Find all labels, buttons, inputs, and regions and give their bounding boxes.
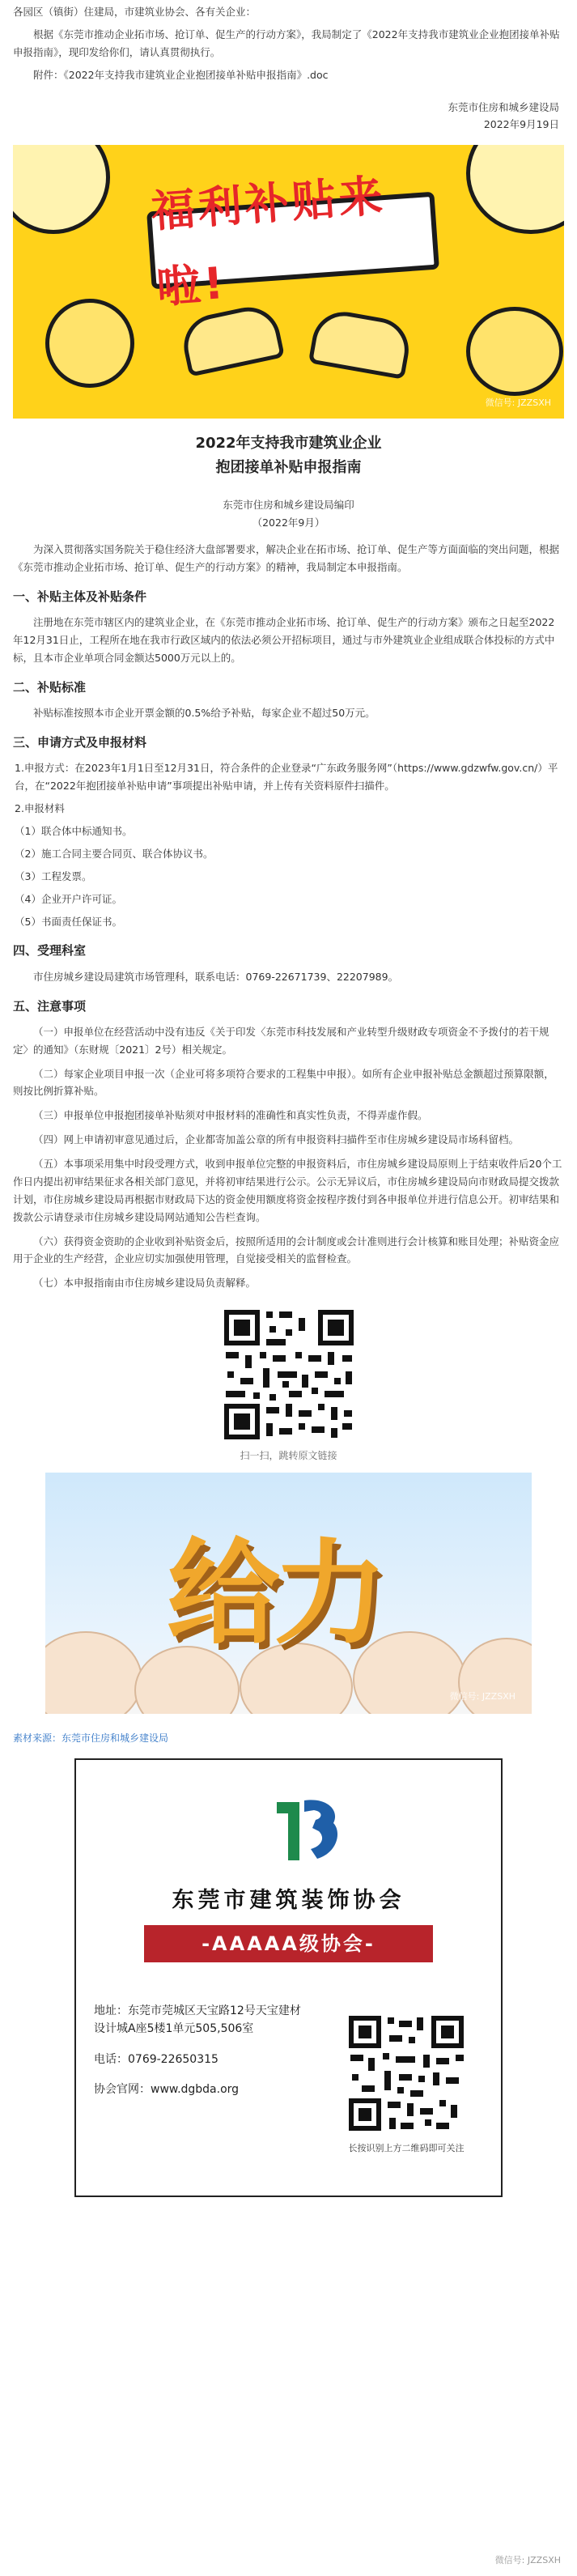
doodle-circle	[13, 145, 110, 234]
qr-code-graphic	[221, 1307, 357, 1443]
doc-compiler: 东莞市住房和城乡建设局编印	[223, 498, 354, 511]
association-level-badge: -AAAAA级协会-	[144, 1925, 433, 1962]
notice-issuer: 东莞市住房和城乡建设局	[448, 100, 559, 113]
notice-item: （六）获得资金资助的企业收到补贴资金后，按照所适用的会计制度或会计准则进行会计核算和账目处理；补贴资金应用于企业的生产经营，企业应切实加强使用管理，自觉接受相关的监督检查。	[13, 1235, 560, 1265]
notice	[13, 0, 564, 134]
section-3-item1: 1.申报方式：在2023年1月1日至12月31日，符合条件的企业登录“广东政务服务网”（https://www.gdzwfw.gov.cn/）平台，在“2022年抱团接单补贴申请”事项提出补贴申请，并上传有关资料原件扫描件。	[15, 762, 558, 793]
notice-body: 根据《东莞市推动企业拓市场、抢订单、促生产的行动方案》，我局制定了《2022年支持我市建筑业企业抱团接单补贴申报指南》，现印发给你们，请认真贯彻执行。	[13, 28, 560, 58]
material-item: （5）书面责任保证书。	[15, 915, 122, 928]
association-name: 东莞市建筑装饰协会	[172, 1888, 405, 1914]
geili-banner-image	[45, 1473, 532, 1714]
original-link-qr-code[interactable]	[221, 1307, 357, 1443]
section-1-title: 一、补贴主体及补贴条件	[13, 589, 147, 605]
hand-illustration	[45, 1631, 142, 1714]
hand-illustration	[308, 307, 414, 380]
association-phone: 电话：0769-22650315	[94, 2052, 218, 2066]
qr-caption: 扫一扫，跳转原文链接	[240, 1450, 337, 1462]
section-3-title: 三、申请方式及申报材料	[13, 735, 147, 750]
doodle-circle	[466, 145, 564, 234]
association-website[interactable]: 协会官网：www.dgbda.org	[94, 2083, 240, 2097]
banner-title: 福利补贴来啦!	[149, 169, 388, 314]
banner-watermark: 微信号: JZZSXH	[485, 397, 551, 408]
material-item: （1）联合体中标通知书。	[15, 825, 133, 837]
welfare-banner-image	[13, 145, 564, 419]
section-5-title: 五、注意事项	[13, 998, 87, 1014]
doc-compile-date: （2022年9月）	[252, 516, 325, 529]
section-2-text: 补贴标准按照本市企业开票金额的0.5%给予补贴，每家企业不超过50万元。	[33, 707, 375, 720]
doc-title-line1: 2022年支持我市建筑业企业	[195, 435, 382, 453]
material-item: （4）企业开户许可证。	[15, 892, 122, 905]
notice-salutation: 各园区（镇街）住建局，市建筑业协会、各有关企业：	[13, 6, 257, 18]
doodle-circle	[466, 307, 563, 396]
section-2-title: 二、补贴标准	[13, 680, 87, 695]
banner-watermark: 微信号: JZZSXH	[449, 1690, 515, 1702]
notice-item: （四）网上申请初审意见通过后，企业都寄加盖公章的所有申报资料扫描件至市住房城乡建设局市场科留档。	[33, 1133, 520, 1146]
notice-item: （一）申报单位在经营活动中没有违反《关于印发〈东莞市科技发展和产业转型升级财政专项资金不予拨付的若干规定〉的通知》（东财规〔2021〕2号）相关规定。	[13, 1025, 549, 1056]
banner-title-box	[146, 169, 439, 314]
doc-title-line2: 抱团接单补贴申报指南	[215, 458, 362, 476]
notice-item: （二）每家企业项目申报一次（企业可将多项符合要求的工程集中申报）。如所有企业申报补贴总金额超过预算限额，则按比例折算补贴。	[13, 1067, 554, 1098]
association-info	[94, 2003, 304, 2112]
section-3-item2: 2.申报材料	[15, 802, 65, 815]
qr-tip: 长按识别上方二维码即可关注	[348, 2143, 465, 2154]
association-address: 地址：东莞市莞城区天宝路12号天宝建材设计城A座5楼1单元505,506室	[94, 2004, 301, 2035]
notice-item: （三）申报单位申报抱团接单补贴须对申报材料的准确性和真实性负责，不得弄虚作假。	[33, 1109, 428, 1122]
notice-attachment[interactable]: 附件：《2022年支持我市建筑业企业抱团接单补贴申报指南》.doc	[33, 68, 329, 81]
notice-item: （五）本事项采用集中时段受理方式，收到申报单位完整的申报资料后，市住房城乡建设局原则上于结束收件后20个工作日内提出初审结果征求各相关部门意见，并将初审结果进行公示。公示无异议后，市住房城乡建设局向市财政局提交拨款计划，市住房城乡建设局再根据市财政局下达的资金使用额度将资金按程序拨付到各申报单位并进行信息公开。初审结果和拨款公示请登录市住房城乡建设局网站通知公告栏查询。	[13, 1158, 562, 1223]
doc-intro: 为深入贯彻落实国务院关于稳住经济大盘部署要求，解决企业在拓市场、抢订单、促生产等方面面临的突出问题，根据《东莞市推动企业拓市场、抢订单、促生产的行动方案》的精神，我局制定本申报指南。	[13, 543, 560, 574]
geili-text: 给力	[167, 1528, 381, 1661]
section-1-text: 注册地在东莞市辖区内的建筑业企业，在《东莞市推动企业拓市场、抢订单、促生产的行动方案》颁布之日起至2022年12月31日止，工程所在地在我市行政区域内的依法必须公开招标项目，通过与市外建筑业企业组成联合体投标的方式中标，且本市企业单项合同金额达5000万元以上的。	[13, 616, 555, 665]
notice-item: （七）本申报指南由市住房城乡建设局负责解释。	[33, 1277, 257, 1290]
association-card	[74, 1758, 503, 2197]
association-qr-code[interactable]	[346, 2013, 467, 2134]
doc-title	[13, 431, 564, 479]
material-item: （3）工程发票。	[15, 869, 92, 882]
source-link[interactable]: 素材来源：东莞市住房和城乡建设局	[13, 1732, 169, 1745]
material-item: （2）施工合同主要合同页、联合体协议书。	[15, 847, 214, 860]
doodle-circle	[45, 299, 134, 388]
notice-date: 2022年9月19日	[483, 118, 559, 131]
footer-watermark: 微信号: JZZSXH	[494, 2554, 561, 2565]
association-logo-icon	[269, 1792, 343, 1865]
section-4-title: 四、受理科室	[13, 943, 87, 959]
section-4-text: 市住房城乡建设局建筑市场管理科，联系电话：0769-22671739、22207989。	[33, 970, 399, 983]
